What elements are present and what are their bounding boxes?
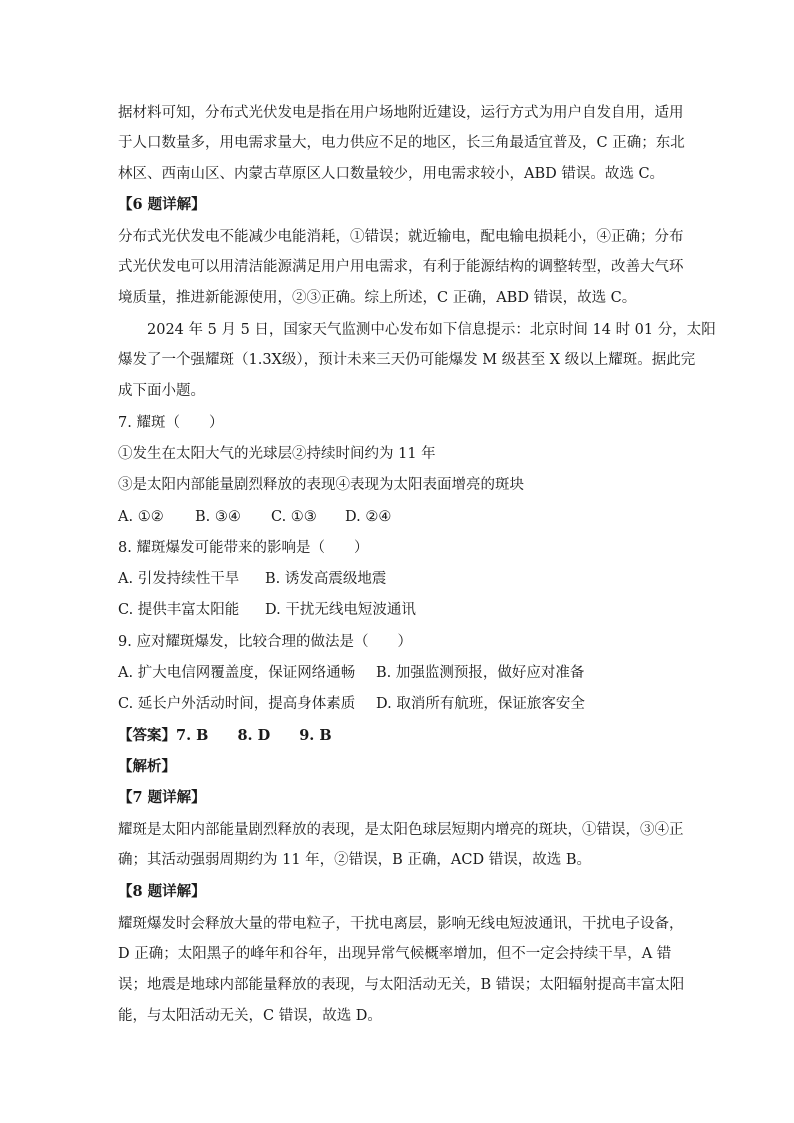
paragraph-line: 分布式光伏发电不能减少电能消耗，①错误；就近输电，配电输电损耗小，④正确；分布 bbox=[118, 229, 684, 245]
material-paragraph-line: 爆发了一个强耀斑（1.3X级），预计未来三天仍可能爆发 M 级甚至 X 级以上耀斑。据此完 bbox=[118, 352, 696, 368]
section-heading-q6: 【6 题详解】 bbox=[118, 196, 206, 213]
option-d: D. ②④ bbox=[345, 509, 392, 525]
analysis-heading: 【解析】 bbox=[118, 758, 176, 775]
section-heading-q7: 【7 题详解】 bbox=[118, 789, 206, 806]
paragraph-line: 式光伏发电可以用清洁能源满足用户用电需求，有利于能源结构的调整转型，改善大气环 bbox=[118, 259, 684, 275]
option-c: C. ①③ bbox=[271, 509, 317, 525]
option-b: B. 诱发高震级地震 bbox=[265, 571, 387, 587]
paragraph-line: 据材料可知，分布式光伏发电是指在用户场地附近建设，运行方式为用户自发自用，适用 bbox=[118, 105, 684, 121]
paragraph-line: 耀斑是太阳内部能量剧烈释放的表现，是太阳色球层短期内增亮的斑块，①错误，③④正 bbox=[118, 822, 684, 838]
section-heading-q8: 【8 题详解】 bbox=[118, 883, 206, 900]
material-paragraph-line: 2024 年 5 月 5 日，国家天气监测中心发布如下信息提示：北京时间 14 时 01 分，太阳 bbox=[147, 322, 716, 338]
paragraph-line: 误；地震是地球内部能量释放的表现，与太阳活动无关，B 错误；太阳辐射提高丰富太阳 bbox=[118, 977, 685, 993]
option-b: B. 加强监测预报，做好应对准备 bbox=[376, 665, 585, 681]
option-a: A. ①② bbox=[118, 509, 164, 525]
question-9-stem: 9. 应对耀斑爆发，比较合理的做法是（ ） bbox=[118, 634, 412, 650]
option-a: A. 扩大电信网覆盖度，保证网络通畅 bbox=[118, 665, 356, 681]
paragraph-line: 耀斑爆发时会释放大量的带电粒子，干扰电离层，影响无线电短波通讯，干扰电子设备， bbox=[118, 916, 684, 932]
paragraph-line: 能，与太阳活动无关，C 错误，故选 D。 bbox=[118, 1008, 382, 1024]
question-7-statement: ①发生在太阳大气的光球层②持续时间约为 11 年 bbox=[118, 446, 436, 462]
question-8-stem: 8. 耀斑爆发可能带来的影响是（ ） bbox=[118, 540, 369, 556]
paragraph-line: 于人口数量多，用电需求量大，电力供应不足的地区，长三角最适宜普及，C 正确；东北 bbox=[118, 135, 685, 151]
option-a: A. 引发持续性干旱 bbox=[118, 571, 240, 587]
paragraph-line: D 正确；太阳黑子的峰年和谷年，出现异常气候概率增加，但不一定会持续干旱，A 错 bbox=[118, 946, 672, 962]
material-paragraph-line: 成下面小题。 bbox=[118, 383, 205, 399]
question-7-stem: 7. 耀斑（ ） bbox=[118, 415, 224, 431]
option-b: B. ③④ bbox=[195, 509, 241, 525]
question-7-statement: ③是太阳内部能量剧烈释放的表现④表现为太阳表面增亮的斑块 bbox=[118, 477, 524, 493]
paragraph-line: 境质量，推进新能源使用，②③正确。综上所述，C 正确，ABD 错误，故选 C。 bbox=[118, 290, 637, 306]
answer-line: 【答案】7. B 8. D 9. B bbox=[118, 727, 332, 744]
option-c: C. 提供丰富太阳能 bbox=[118, 602, 240, 618]
option-d: D. 取消所有航班，保证旅客安全 bbox=[376, 696, 585, 712]
paragraph-line: 林区、西南山区、内蒙古草原区人口数量较少，用电需求较小，ABD 错误。故选 C。 bbox=[118, 166, 665, 182]
option-c: C. 延长户外活动时间，提高身体素质 bbox=[118, 696, 356, 712]
option-d: D. 干扰无线电短波通讯 bbox=[265, 602, 416, 618]
paragraph-line: 确；其活动强弱周期约为 11 年，②错误，B 正确，ACD 错误，故选 B。 bbox=[118, 852, 591, 868]
